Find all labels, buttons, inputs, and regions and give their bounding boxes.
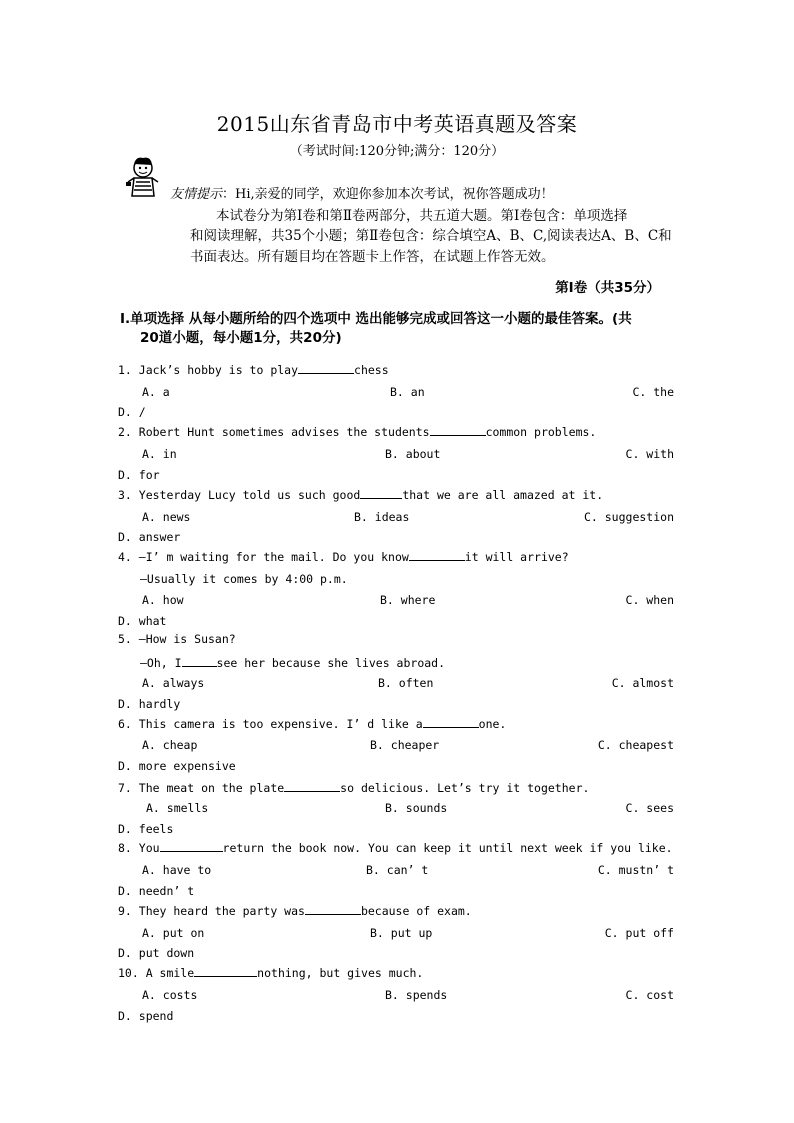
option-b[interactable]: B. an bbox=[390, 385, 425, 399]
option-a[interactable]: A. put on bbox=[142, 926, 205, 940]
option-d[interactable]: D. for bbox=[118, 468, 160, 482]
answer-blank[interactable] bbox=[160, 840, 223, 852]
instructions-line-3: 书面表达。所有题目均在答题卡上作答，在试题上作答无效。 bbox=[190, 249, 555, 265]
question-6: 6. This camera is too expensive. I’ d like a one. bbox=[118, 717, 507, 731]
exam-info: （考试时间:120分钟;满分：120分） bbox=[289, 144, 505, 159]
option-c[interactable]: C. cost bbox=[625, 988, 674, 1002]
option-d[interactable]: D. feels bbox=[118, 822, 174, 836]
instructions-line-2: 和阅读理解，共35个小题；第Ⅱ卷包含：综合填空A、B、C,阅读表达A、B、C和 bbox=[190, 228, 672, 244]
question-7: 7. The meat on the plate so delicious. Let’s try it together. bbox=[118, 781, 590, 795]
option-a[interactable]: A. news bbox=[142, 510, 191, 524]
option-a[interactable]: A. in bbox=[142, 447, 177, 461]
question-2: 2. Robert Hunt sometimes advises the students common problems. bbox=[118, 425, 597, 439]
option-d[interactable]: D. needn’ t bbox=[118, 884, 195, 898]
option-b[interactable]: B. where bbox=[380, 593, 436, 607]
option-b[interactable]: B. cheaper bbox=[370, 738, 440, 752]
option-b[interactable]: B. about bbox=[385, 447, 441, 461]
option-d[interactable]: D. answer bbox=[118, 530, 181, 544]
question-5: 5. —How is Susan? bbox=[118, 632, 236, 646]
question-10: 10. A smile nothing, but gives much. bbox=[118, 966, 424, 980]
answer-blank[interactable] bbox=[430, 424, 486, 436]
option-d[interactable]: D. spend bbox=[118, 1009, 174, 1023]
part-heading-line-2: 20道小题，每小题1分，共20分) bbox=[140, 330, 342, 346]
option-a[interactable]: A. costs bbox=[142, 988, 198, 1002]
page-title: 2015山东省青岛市中考英语真题及答案 bbox=[216, 112, 578, 136]
friendly-tip bbox=[170, 183, 554, 202]
option-d[interactable]: D. more expensive bbox=[118, 759, 236, 773]
option-c[interactable]: C. almost bbox=[611, 676, 674, 690]
option-c[interactable]: C. mustn’ t bbox=[597, 863, 674, 877]
answer-blank[interactable] bbox=[298, 362, 354, 374]
answer-blank[interactable] bbox=[423, 716, 479, 728]
option-b[interactable]: B. sounds bbox=[385, 801, 448, 815]
option-a[interactable]: A. smells bbox=[146, 801, 209, 815]
option-c[interactable]: C. the bbox=[632, 385, 674, 399]
option-a[interactable]: A. always bbox=[142, 676, 205, 690]
question-5-reply: —Oh, I see her because she lives abroad. bbox=[140, 656, 446, 670]
option-d[interactable]: D. / bbox=[118, 405, 146, 419]
tip-text: ：Hi,亲爱的同学，欢迎你参加本次考试，祝你答题成功！ bbox=[222, 187, 554, 202]
option-c[interactable]: C. suggestion bbox=[583, 510, 674, 524]
option-c[interactable]: C. sees bbox=[625, 801, 674, 815]
answer-blank[interactable] bbox=[305, 903, 361, 915]
question-1: 1. Jack’s hobby is to play chess bbox=[118, 363, 389, 377]
option-c[interactable]: C. put off bbox=[604, 926, 674, 940]
answer-blank[interactable] bbox=[409, 549, 465, 561]
mascot-illustration bbox=[124, 156, 162, 198]
option-d[interactable]: D. put down bbox=[118, 946, 195, 960]
question-4-reply: —Usually it comes by 4:00 p.m. bbox=[140, 572, 348, 586]
answer-blank[interactable] bbox=[182, 655, 217, 667]
tip-label: 友情提示 bbox=[170, 187, 223, 202]
answer-blank[interactable] bbox=[194, 965, 257, 977]
question-8: 8. You return the book now. You can keep it until next week if you like. bbox=[118, 841, 673, 855]
option-b[interactable]: B. ideas bbox=[354, 510, 410, 524]
answer-blank[interactable] bbox=[284, 780, 340, 792]
question-4: 4. —I’ m waiting for the mail. Do you know it will arrive? bbox=[118, 550, 569, 564]
answer-blank[interactable] bbox=[360, 487, 402, 499]
option-d[interactable]: D. what bbox=[118, 614, 167, 628]
option-b[interactable]: B. can’ t bbox=[366, 863, 429, 877]
option-c[interactable]: C. with bbox=[625, 447, 674, 461]
option-d[interactable]: D. hardly bbox=[118, 697, 181, 711]
option-c[interactable]: C. cheapest bbox=[597, 738, 674, 752]
option-b[interactable]: B. often bbox=[378, 676, 434, 690]
instructions-line-1: 本试卷分为第Ⅰ卷和第Ⅱ卷两部分，共五道大题。第Ⅰ卷包含：单项选择 bbox=[216, 208, 628, 224]
question-9: 9. They heard the party was because of exam. bbox=[118, 904, 472, 918]
option-a[interactable]: A. how bbox=[142, 593, 184, 607]
option-a[interactable]: A. cheap bbox=[142, 738, 198, 752]
option-a[interactable]: A. have to bbox=[142, 863, 212, 877]
part-heading bbox=[120, 310, 680, 348]
option-b[interactable]: B. put up bbox=[370, 926, 433, 940]
section-heading: 第Ⅰ卷（共35分） bbox=[555, 280, 660, 296]
part-heading-line-1: Ⅰ.单项选择 从每小题所给的四个选项中 选出能够完成或回答这一小题的最佳答案。(共 bbox=[120, 311, 632, 327]
option-c[interactable]: C. when bbox=[625, 593, 674, 607]
question-3: 3. Yesterday Lucy told us such good that we are all amazed at it. bbox=[118, 488, 604, 502]
option-a[interactable]: A. a bbox=[142, 385, 170, 399]
option-b[interactable]: B. spends bbox=[385, 988, 448, 1002]
